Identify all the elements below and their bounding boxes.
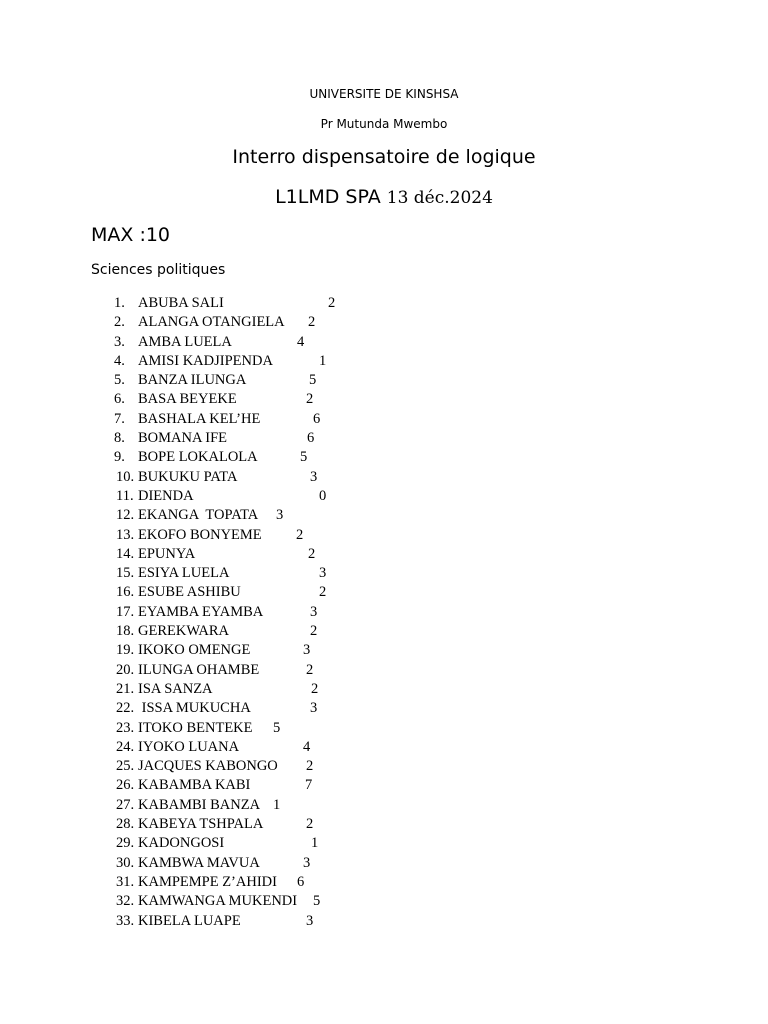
student-row (0, 622, 768, 641)
student-number: 8. (114, 430, 125, 447)
student-name: BOMANA IFE (138, 430, 228, 447)
student-name: BASA BEYEKE (138, 391, 237, 408)
student-number: 17. (116, 603, 135, 620)
student-grade: 6 (297, 873, 305, 890)
student-number: 18. (116, 623, 135, 640)
student-grade: 3 (303, 642, 311, 659)
student-name: KAMBWA MAVUA (138, 854, 260, 871)
student-number: 3. (114, 333, 125, 350)
student-row (0, 796, 768, 815)
class-label: L1LMD SPA (275, 186, 381, 208)
student-grade-list (0, 294, 768, 931)
student-row (0, 834, 768, 853)
student-grade: 2 (306, 391, 314, 408)
student-number: 7. (114, 410, 125, 427)
student-row (0, 506, 768, 525)
student-row (0, 487, 768, 506)
student-grade: 2 (306, 758, 314, 775)
student-name: EKOFO BONYEME (138, 526, 262, 543)
student-row (0, 371, 768, 390)
student-row (0, 468, 768, 487)
student-name: BUKUKU PATA (138, 468, 238, 485)
student-row (0, 815, 768, 834)
student-row (0, 448, 768, 467)
student-name: EYAMBA EYAMBA (138, 603, 264, 620)
student-number: 20. (116, 661, 135, 678)
student-row (0, 757, 768, 776)
student-row (0, 390, 768, 409)
student-grade: 3 (310, 700, 318, 717)
student-name: IKOKO OMENGE (138, 642, 251, 659)
student-row (0, 410, 768, 429)
student-name: GEREKWARA (138, 623, 230, 640)
student-number: 9. (114, 449, 125, 466)
student-name: EKANGA TOPATA (138, 507, 259, 524)
student-grade: 1 (273, 796, 281, 813)
student-name: ESUBE ASHIBU (138, 584, 241, 601)
student-grade: 2 (308, 545, 316, 562)
student-number: 5. (114, 372, 125, 389)
student-number: 30. (116, 854, 135, 871)
student-row (0, 680, 768, 699)
student-grade: 2 (310, 623, 318, 640)
student-name: EPUNYA (138, 545, 196, 562)
student-name: KABAMBA KABI (138, 777, 251, 794)
student-grade: 3 (303, 854, 311, 871)
student-row (0, 603, 768, 622)
student-grade: 2 (311, 680, 319, 697)
student-name: ISSA MUKUCHA (138, 700, 251, 717)
student-number: 16. (116, 584, 135, 601)
student-name: AMISI KADJIPENDA (138, 352, 273, 369)
student-number: 1. (114, 295, 125, 311)
student-row (0, 564, 768, 583)
department-name: Sciences politiques (91, 262, 226, 278)
student-number: 25. (116, 758, 135, 775)
student-grade: 5 (300, 449, 308, 466)
student-row (0, 526, 768, 545)
student-row (0, 892, 768, 911)
student-name: BANZA ILUNGA (138, 372, 247, 389)
exam-title: Interro dispensatoire de logique (232, 146, 536, 168)
student-name: AMBA LUELA (138, 333, 232, 350)
student-row (0, 912, 768, 931)
student-grade: 6 (307, 430, 315, 447)
student-number: 23. (116, 719, 135, 736)
student-row (0, 313, 768, 332)
student-row (0, 661, 768, 680)
student-row (0, 333, 768, 352)
student-name: KIBELA LUAPE (138, 912, 241, 929)
student-grade: 5 (313, 893, 321, 910)
student-name: KADONGOSI (138, 835, 225, 852)
student-name: ILUNGA OHAMBE (138, 661, 260, 678)
student-number: 13. (116, 526, 135, 543)
student-grade: 2 (328, 295, 336, 311)
student-number: 22. (116, 700, 135, 717)
student-number: 33. (116, 912, 135, 929)
student-grade: 0 (319, 487, 327, 504)
student-number: 15. (116, 565, 135, 582)
student-name: BOPE LOKALOLA (138, 449, 258, 466)
student-grade: 3 (310, 603, 318, 620)
student-grade: 5 (309, 372, 317, 389)
student-row (0, 641, 768, 660)
student-number: 12. (116, 507, 135, 524)
student-name: ESIYA LUELA (138, 565, 230, 582)
student-grade: 5 (273, 719, 281, 736)
student-number: 28. (116, 816, 135, 833)
student-number: 4. (114, 352, 125, 369)
student-name: KABEYA TSHPALA (138, 816, 264, 833)
student-name: IYOKO LUANA (138, 738, 240, 755)
student-name: BASHALA KEL’HE (138, 410, 261, 427)
class-and-date (0, 186, 768, 208)
student-number: 11. (116, 487, 134, 504)
max-score: MAX :10 (91, 224, 171, 246)
student-name: ABUBA SALI (138, 295, 224, 311)
student-number: 24. (116, 738, 135, 755)
student-grade: 2 (319, 584, 327, 601)
student-name: DIENDA (138, 487, 194, 504)
student-row (0, 854, 768, 873)
student-number: 29. (116, 835, 135, 852)
student-name: KAMPEMPE Z’AHIDI (138, 873, 277, 890)
student-number: 6. (114, 391, 125, 408)
student-row (0, 699, 768, 718)
student-row (0, 873, 768, 892)
student-row (0, 352, 768, 371)
professor-name: Pr Mutunda Mwembo (320, 117, 448, 131)
exam-date: 13 déc.2024 (386, 188, 493, 208)
student-grade: 6 (313, 410, 321, 427)
student-name: KAMWANGA MUKENDI (138, 893, 298, 910)
student-grade: 3 (319, 565, 327, 582)
student-row (0, 719, 768, 738)
student-grade: 1 (319, 352, 327, 369)
student-number: 21. (116, 680, 135, 697)
student-row (0, 429, 768, 448)
student-name: ISA SANZA (138, 680, 213, 697)
student-grade: 3 (310, 468, 318, 485)
student-row (0, 738, 768, 757)
student-number: 31. (116, 873, 135, 890)
student-row (0, 776, 768, 795)
student-name: ITOKO BENTEKE (138, 719, 253, 736)
student-grade: 2 (306, 661, 314, 678)
student-number: 19. (116, 642, 135, 659)
student-number: 26. (116, 777, 135, 794)
student-number: 2. (114, 314, 125, 331)
university-name: UNIVERSITE DE KINSHSA (309, 87, 459, 101)
student-grade: 2 (308, 314, 316, 331)
student-number: 32. (116, 893, 135, 910)
student-grade: 7 (305, 777, 313, 794)
student-grade: 3 (306, 912, 314, 929)
student-name: KABAMBI BANZA (138, 796, 261, 813)
student-grade: 2 (306, 816, 314, 833)
student-grade: 4 (297, 333, 305, 350)
student-number: 10. (116, 468, 135, 485)
student-grade: 1 (311, 835, 319, 852)
student-number: 27. (116, 796, 135, 813)
student-name: ALANGA OTANGIELA (138, 314, 285, 331)
student-row (0, 294, 768, 313)
student-name: JACQUES KABONGO (138, 758, 278, 775)
student-grade: 4 (303, 738, 311, 755)
student-grade: 2 (296, 526, 304, 543)
student-row (0, 583, 768, 602)
student-grade: 3 (276, 507, 284, 524)
student-row (0, 545, 768, 564)
student-number: 14. (116, 545, 135, 562)
